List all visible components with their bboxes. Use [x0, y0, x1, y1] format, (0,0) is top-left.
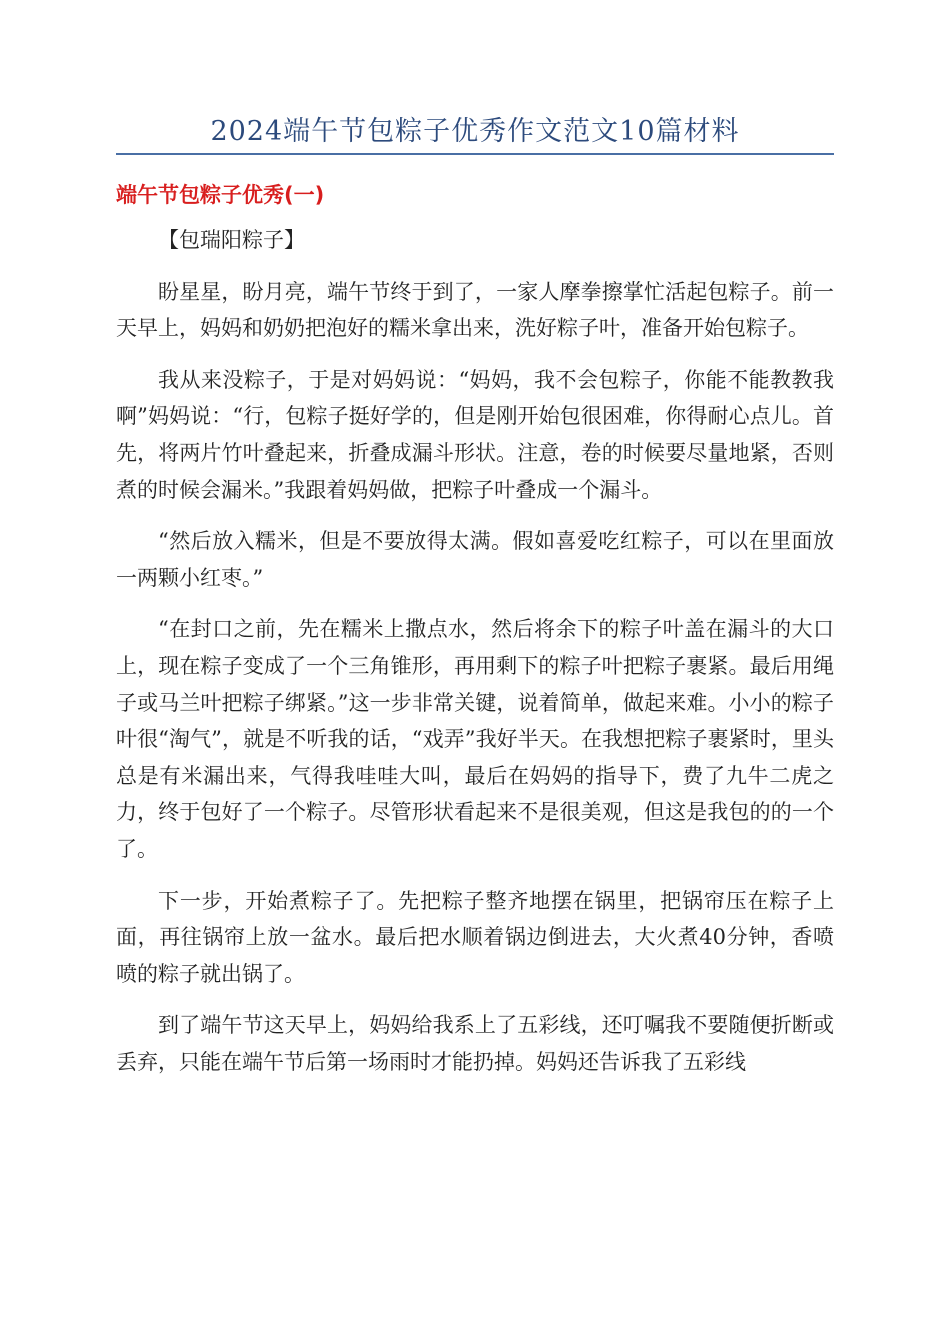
essay-paragraph: 下一步，开始煮粽子了。先把粽子整齐地摆在锅里，把锅帘压在粽子上面，再往锅帘上放一盆水。最后把水顺着锅边倒进去，大火煮40分钟，香喷喷的粽子就出锅了。: [116, 888, 834, 986]
essay-paragraph: 盼星星，盼月亮，端午节终于到了，一家人摩拳擦掌忙活起包粽子。前一天早上，妈妈和奶奶把泡好的糯米拿出来，洗好粽子叶，准备开始包粽子。: [116, 279, 834, 341]
title-underline: [116, 153, 834, 155]
essay-subtitle: 【包瑞阳粽子】: [158, 228, 305, 252]
essay-paragraph: “然后放入糯米，但是不要放得太满。假如喜爱吃红粽子，可以在里面放一两颗小红枣。”: [116, 529, 834, 590]
essay-paragraph: “在封口之前，先在糯米上撒点水，然后将余下的粽子叶盖在漏斗的大口上，现在粽子变成了一个三角锥形，再用剩下的粽子叶把粽子裹紧。最后用绳子或马兰叶把粽子绑紧。”这一步非常关键，说着简单，做起来难。小小的粽子叶很“淘气”，就是不听我的话，“戏弄”我好半天。在我想把粽子裹紧时，里头总是有米漏出来，气得我哇哇大叫，最后在妈妈的指导下，费了九牛二虎之力，终于包好了一个粽子。尽管形状看起来不是很美观，但这是我包的的一个了。: [116, 617, 834, 861]
essay-body: [116, 222, 834, 1095]
section-heading: 端午节包粽子优秀(一): [116, 183, 325, 207]
essay-paragraph: 我从来没粽子，于是对妈妈说：“妈妈，我不会包粽子，你能不能教教我啊”妈妈说：“行，包粽子挺好学的，但是刚开始包很困难，你得耐心点儿。首先，将两片竹叶叠起来，折叠成漏斗形状。注意，卷的时候要尽量地紧，否则煮的时候会漏米。”我跟着妈妈做，把粽子叶叠成一个漏斗。: [116, 367, 834, 502]
essay-paragraph: 到了端午节这天早上，妈妈给我系上了五彩线，还叮嘱我不要随便折断或丢弃，只能在端午节后第一场雨时才能扔掉。妈妈还告诉我了五彩线: [116, 1013, 834, 1074]
document-title: 2024端午节包粽子优秀作文范文10篇材料: [210, 116, 740, 147]
